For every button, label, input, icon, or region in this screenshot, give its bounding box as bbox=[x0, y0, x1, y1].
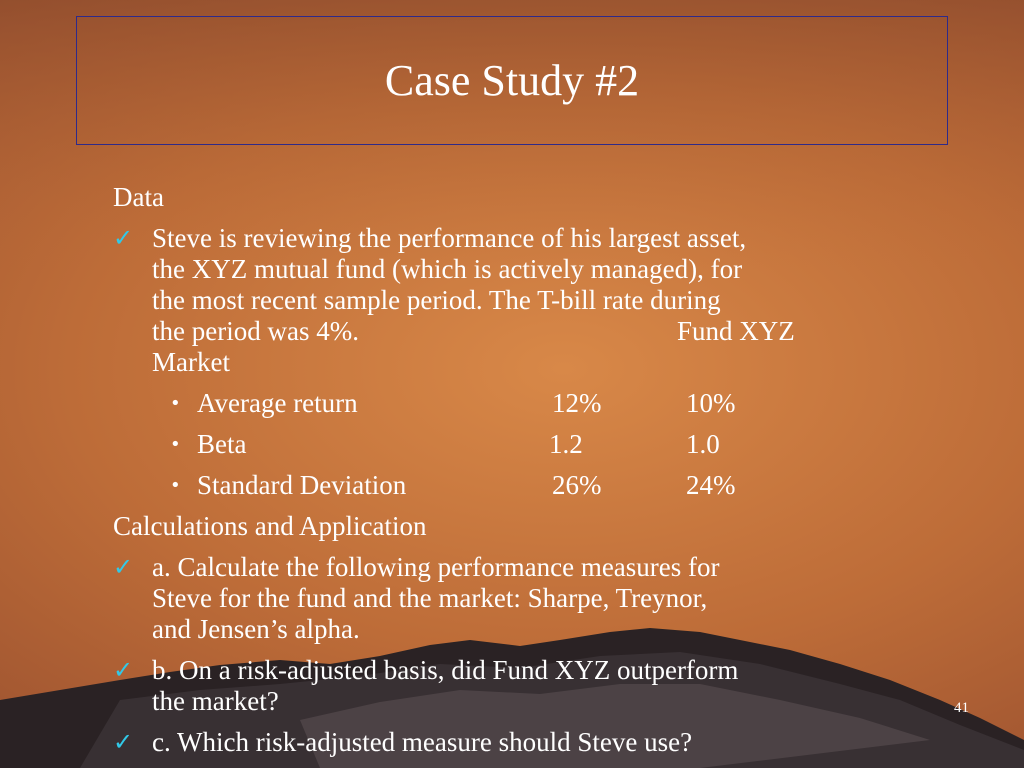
data-row-standard-deviation: • Standard Deviation 26% 24% bbox=[170, 470, 736, 500]
slide-title: Case Study #2 bbox=[384, 55, 640, 105]
checkmark-icon: ✓ bbox=[113, 728, 134, 756]
slide-content bbox=[113, 182, 913, 768]
question-b: ✓ b. On a risk-adjusted basis, did Fund XYZ outperform the market? bbox=[113, 655, 739, 716]
question-c: ✓ c. Which risk-adjusted measure should Steve use? bbox=[113, 727, 693, 757]
question-a: ✓ a. Calculate the following performance measures for Steve for the fund and the market: Sharpe, Treynor, and Jensen’s alpha. bbox=[113, 552, 720, 644]
data-row-average-return: • Average return 12% 10% bbox=[170, 388, 736, 418]
checkmark-icon: ✓ bbox=[113, 553, 134, 581]
title-box bbox=[76, 16, 948, 145]
section-heading-data: Data bbox=[113, 182, 164, 212]
bullet-dot: • bbox=[170, 393, 181, 414]
checkmark-icon: ✓ bbox=[113, 224, 134, 252]
bullet-dot: • bbox=[170, 434, 181, 455]
data-bullet: ✓ Steve is reviewing the performance of his largest asset, the XYZ mutual fund (which is actively managed), for the most recent sample period. The T-bill rate during the period was 4%. Fund XYZ Market bbox=[113, 223, 795, 377]
page-number: 41 bbox=[954, 700, 969, 716]
checkmark-icon: ✓ bbox=[113, 656, 134, 684]
bullet-dot: • bbox=[170, 475, 181, 496]
data-row-beta: • Beta 1.2 1.0 bbox=[170, 429, 720, 459]
section-heading-calculations: Calculations and Application bbox=[113, 511, 427, 541]
